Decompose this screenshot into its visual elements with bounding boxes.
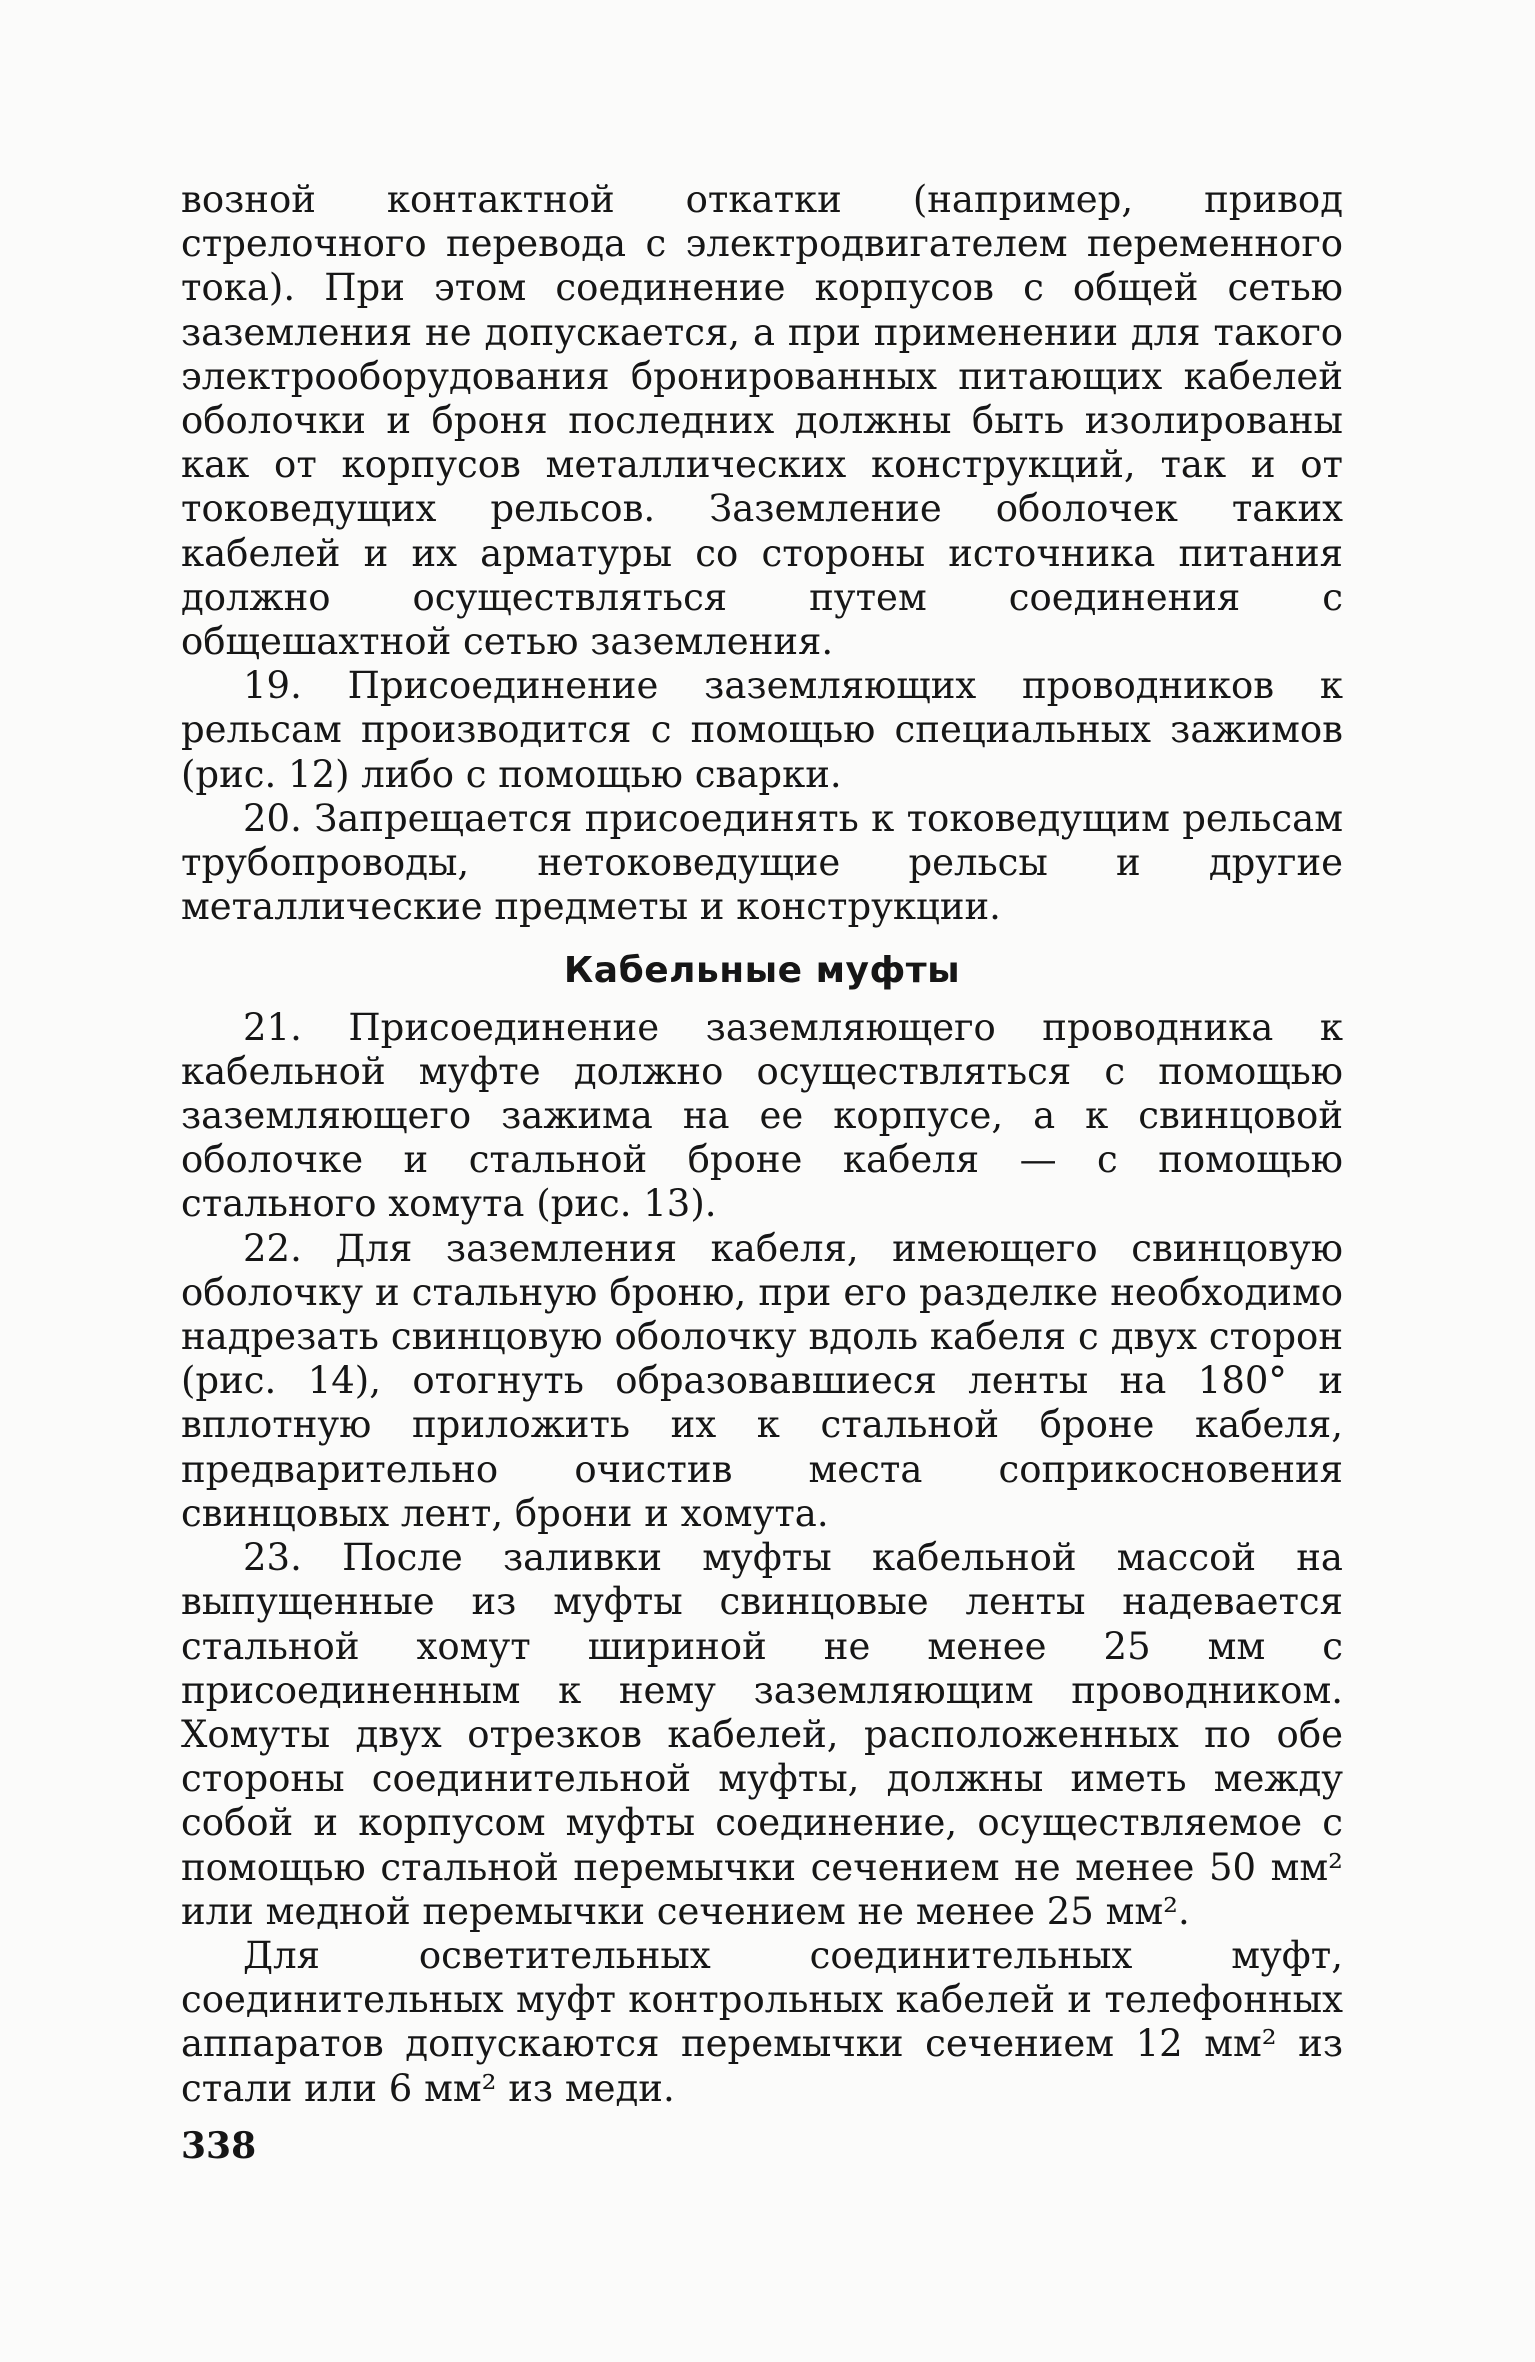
paragraph-21: 21. Присоединение заземляющего проводника к кабельной муфте должно осуществляться с помощью заземляющего зажима на ее корпусе, а к свинцовой оболочке и стальной броне кабеля — с помощью стального хомута (рис. 13). — [181, 1005, 1343, 1226]
paragraph-22: 22. Для заземления кабеля, имеющего свинцовую оболочку и стальную броню, при его разделке необходимо надрезать свинцовую оболочку вдоль кабеля с двух сторон (рис. 14), отогнуть образовавшиеся ленты на 180° и вплотную приложить их к стальной броне кабеля, предварительно очистив места соприкосновения свинцовых лент, брони и хомута. — [181, 1226, 1343, 1535]
section-heading: Кабельные муфты — [563, 950, 961, 992]
paragraph-19: 19. Присоединение заземляющих проводников к рельсам производится с помощью специальных зажимов (рис. 12) либо с помощью сварки. — [181, 664, 1343, 796]
page-number: 338 — [181, 2125, 257, 2167]
paragraph-20: 20. Запрещается присоединять к токоведущим рельсам трубопроводы, нетоковедущие рельсы и другие металлические предметы и конструкции. — [181, 796, 1343, 929]
paragraph-continuation: возной контактной откатки (например, привод стрелочного перевода с электродвигателем переменного тока). При этом соединение корпусов с общей сетью заземления не допускается, а при применении для такого электрооборудования бронированных питающих кабелей оболочки и броня последних должны быть изолированы как от корпусов металлических конструкций, так и от токоведущих рельсов. Заземление оболочек таких кабелей и их арматуры со стороны источника питания должно осуществляться путем соединения с общешахтной сетью заземления. — [181, 178, 1343, 664]
body-text — [181, 178, 1343, 2111]
paragraph-23: 23. После заливки муфты кабельной массой на выпущенные из муфты свинцовые ленты надевается стальной хомут шириной не менее 25 мм с присоединенным к нему заземляющим проводником. Хомуты двух отрезков кабелей, расположенных по обе стороны соединительной муфты, должны иметь между собой и корпусом муфты соединение, осуществляемое с помощью стальной перемычки сечением не менее 50 мм² или медной перемычки сечением не менее 25 мм². — [181, 1536, 1343, 1933]
paragraph-lighting-couplings: Для осветительных соединительных муфт, соединительных муфт контрольных кабелей и телефонных аппаратов допускаются перемычки сечением 12 мм² из стали или 6 мм² из меди. — [181, 1933, 1343, 2110]
